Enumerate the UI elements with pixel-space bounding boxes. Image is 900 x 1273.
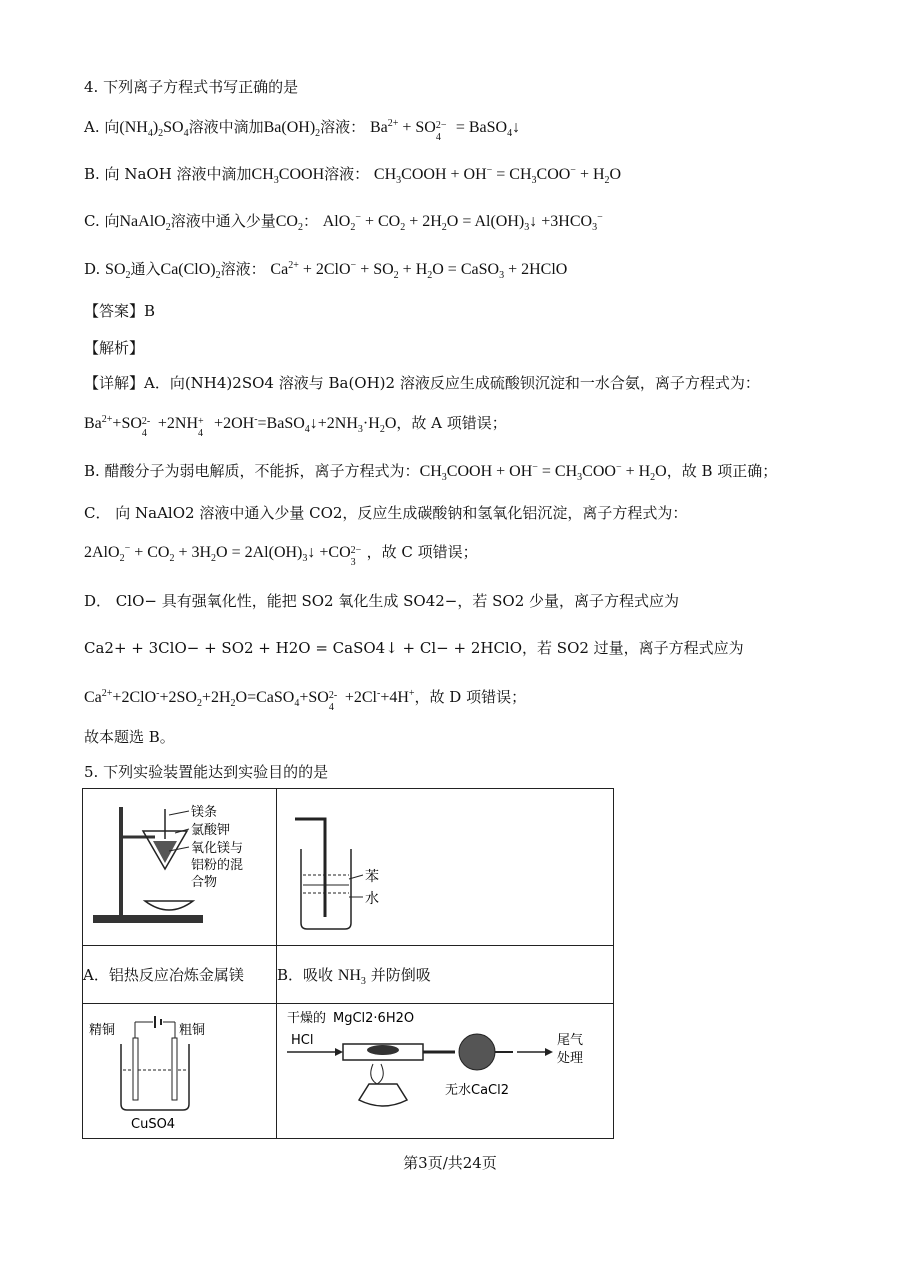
label-dry: 干燥的 (287, 1011, 327, 1026)
label-mixture-1: 氧化镁与 (191, 841, 244, 856)
q4-option-a: A. 向$(NH_4)_2SO_4$溶液中滴加$Ba(OH)_2$溶液： $Ba^{2+}$ + SO 2− 4 = BaSO$_4$↓ (84, 118, 521, 144)
label-mixture-3: 合物 (191, 875, 218, 890)
q4-option-d: D. $SO_2$通入$Ca(ClO)_2$溶液： $Ca^{2+} + 2ClO^- + SO_2 + H_2O$ = CaSO$_3$ + 2HClO (84, 260, 568, 281)
label-benzene: 苯 (365, 869, 379, 885)
label-mgcl2-hydrate: MgCl2·6H2O (333, 1011, 415, 1026)
label-cuso4: CuSO4 (131, 1117, 176, 1132)
apparatus-table (82, 788, 614, 1139)
analysis-heading: 【解析】 (84, 339, 145, 357)
figure-a-cell (83, 789, 277, 946)
label-crude-copper: 粗铜 (179, 1023, 206, 1038)
label-anhydrous-cacl2: 无水CaCl2 (445, 1083, 510, 1098)
label-mixture-2: 铝粉的混 (191, 858, 244, 873)
figure-d-cell (277, 1004, 614, 1139)
detail-d-line3: $Ca^{2+}+2ClO^-+2SO_2+2H_2O=CaSO_4+SO$ 2- 4 +2Cl-+4H+，故 D 项错误； (84, 688, 527, 714)
detail-c-line1: C． 向 NaAlO2 溶液中通入少量 CO2，反应生成碳酸钠和氢氧化铝沉淀，离子方程式为： (84, 504, 688, 522)
mgcl2-dehydration-figure (277, 1004, 613, 1134)
q4-option-b: B. 向 NaOH 溶液中滴加$CH_3COOH$溶液： $CH_3COOH + OH^- = CH_3COO^- + H_2O$ (84, 165, 622, 186)
label-water: 水 (365, 891, 379, 907)
q5-stem: 5. 下列实验装置能达到实验目的的是 (84, 763, 329, 781)
copper-refining-figure (83, 1004, 276, 1134)
detail-b: B. 醋酸分子为弱电解质，不能拆，离子方程式为：$CH_3COOH + OH^- = CH_3COO^- + H_2O$，故 B 项正确； (84, 462, 778, 483)
ammonia-absorption-figure (277, 789, 613, 941)
detail-a-line1: 【详解】A．向(NH4)2SO4 溶液与 Ba(OH)2 溶液反应生成硫酸钡沉淀和一水合氨，离子方程式为： (84, 374, 760, 392)
caption-b: B．吸收 $NH_3$ 并防倒吸 (277, 946, 614, 1004)
caption-a: A．铝热反应冶炼金属镁 (83, 946, 277, 1004)
detail-a-line2: $Ba^{2+}+SO$ 2- 4 +2NH + 4 $+2OH^-=BaSO_4↓+2NH_3\cdot H_2O$，故 A 项错误； (84, 414, 507, 440)
label-pure-copper: 精铜 (89, 1023, 116, 1038)
conclusion: 故本题选 B。 (84, 728, 175, 746)
figure-b-cell (277, 789, 614, 946)
label-exhaust: 尾气 (557, 1033, 584, 1048)
label-potassium-chlorate: 氯酸钾 (191, 823, 231, 838)
page-footer: 第3页/共24页 (403, 1154, 497, 1172)
figure-c-cell (83, 1004, 277, 1139)
detail-c-line2: $2AlO_2^- + CO_2 + 3H_2O$ = $2Al(OH)_3↓ +CO$ 2− 3 ，故 C 项错误； (84, 543, 478, 569)
answer: 【答案】B (84, 302, 156, 320)
thermite-apparatus-figure (83, 789, 276, 941)
q4-option-c: C. 向NaAlO$_2$溶液中通入少量$CO_2$： $AlO_2^- + CO_2 + 2H_2O$ = $Al(OH)_3↓ +3HCO_3^-$ (84, 212, 603, 233)
q4-stem: 4. 下列离子方程式书写正确的是 (84, 78, 299, 96)
label-magnesium-ribbon: 镁条 (191, 805, 218, 820)
detail-d-line1: D． ClO− 具有强氧化性，能把 SO2 氧化生成 SO42−，若 SO2 少量，离子方程式应为 (84, 592, 680, 610)
label-treatment: 处理 (557, 1051, 584, 1066)
label-hcl: HCl (291, 1033, 314, 1048)
detail-d-line2: Ca2+ + 3ClO− + SO2 + H2O = CaSO4↓ + Cl− + 2HClO，若 SO2 过量，离子方程式应为 (84, 639, 744, 657)
